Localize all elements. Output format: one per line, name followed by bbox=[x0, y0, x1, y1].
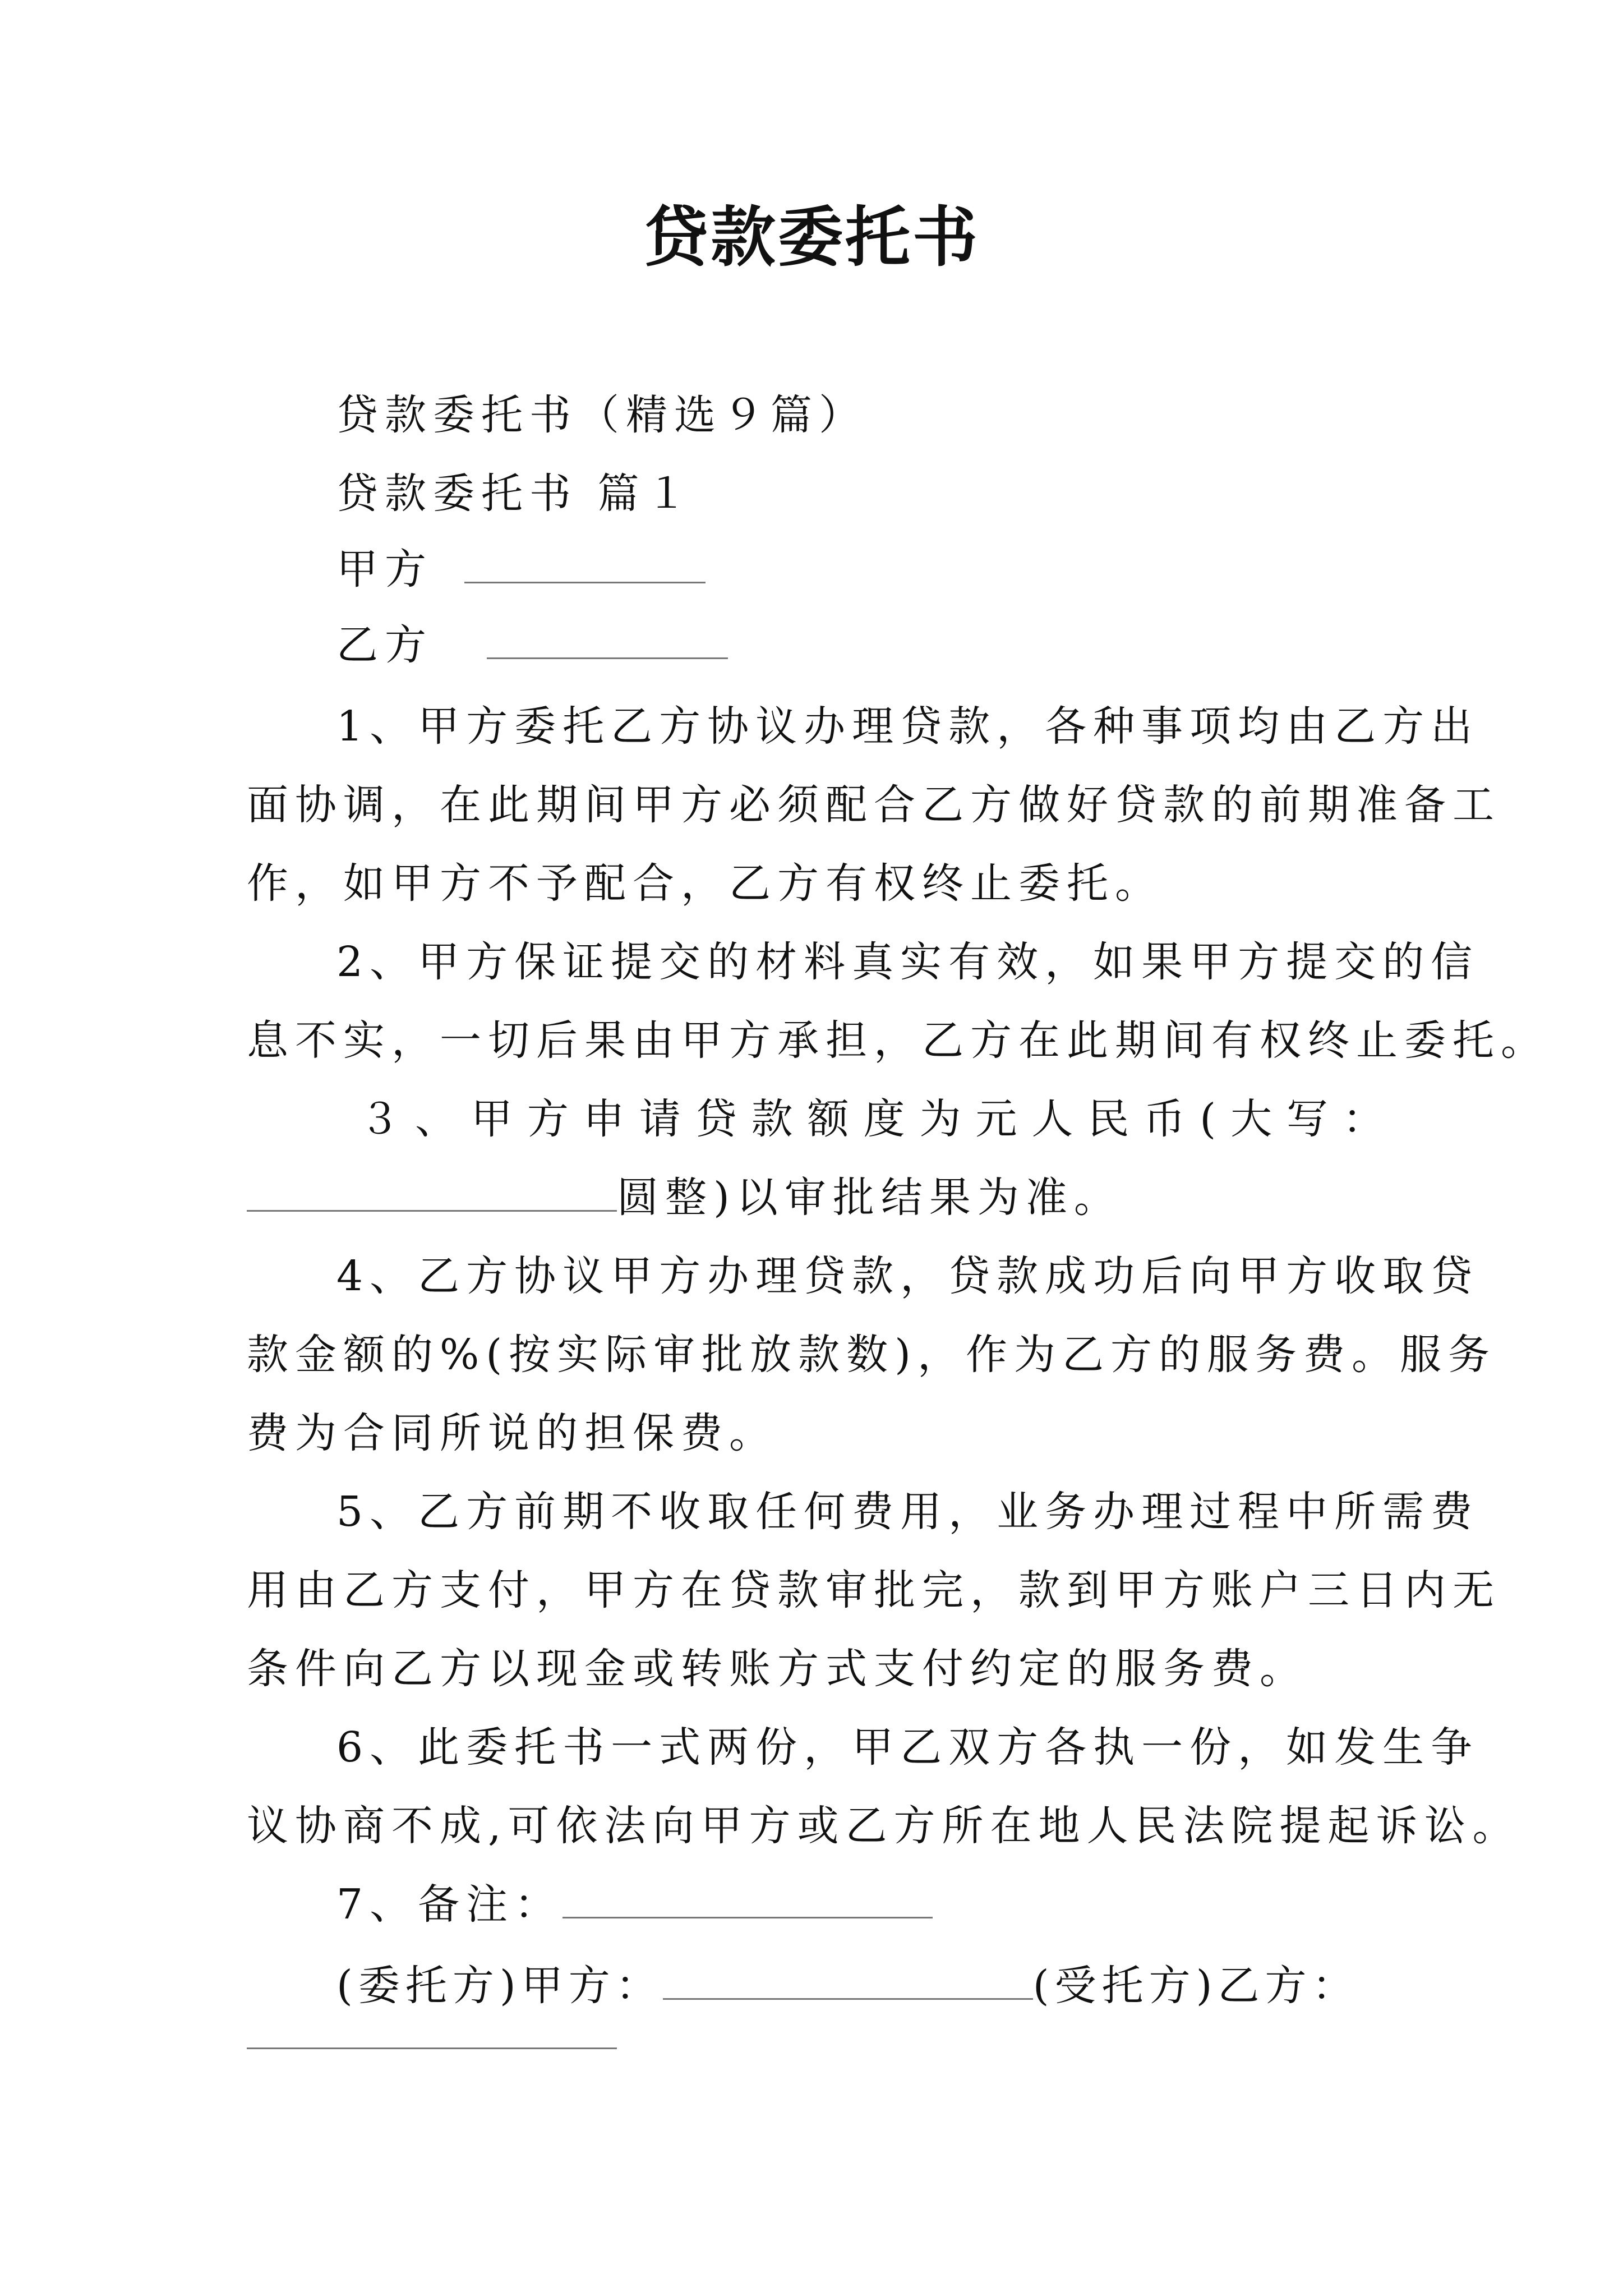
loan-amount-blank[interactable] bbox=[247, 1171, 617, 1212]
clause-5-line-1: 5、乙方前期不收取任何费用，业务办理过程中所需费 bbox=[336, 1488, 1479, 1536]
clause-4-line-1: 4、乙方协议甲方办理贷款，贷款成功后向甲方收取贷 bbox=[336, 1252, 1479, 1300]
document-title: 贷款委托书 bbox=[643, 199, 980, 275]
party-a-blank[interactable] bbox=[464, 542, 706, 583]
agent-label: (受托方)乙方： bbox=[1032, 1962, 1359, 2010]
clause-5-line-2: 用由乙方支付，甲方在贷款审批完，款到甲方账户三日内无 bbox=[247, 1566, 1501, 1614]
signature-row bbox=[336, 1952, 1391, 2019]
remarks-blank[interactable] bbox=[562, 1878, 933, 1918]
clause-7-row bbox=[336, 1871, 1391, 1938]
section-heading: 贷款委托书 篇１ bbox=[336, 470, 694, 518]
party-a-row bbox=[336, 536, 1391, 603]
party-b-blank[interactable] bbox=[487, 618, 728, 659]
clause-4-line-2: 款金额的%(按实际审批放款数)，作为乙方的服务费。服务 bbox=[247, 1331, 1497, 1379]
clause-6-line-2: 议协商不成,可依法向甲方或乙方所在地人民法院提起诉讼。 bbox=[247, 1802, 1521, 1850]
remarks-label: 7、备注： bbox=[336, 1880, 563, 1929]
clause-3-line-1: ３、甲方申请贷款额度为元人民币(大写： bbox=[359, 1095, 1391, 1143]
party-b-row bbox=[336, 611, 1391, 679]
clause-1-line-2: 面协调，在此期间甲方必须配合乙方做好贷款的前期准备工 bbox=[247, 781, 1501, 829]
clause-3-suffix: 圆整)以审批结果为准。 bbox=[617, 1174, 1122, 1222]
clause-5-line-3: 条件向乙方以现金或转账方式支付约定的服务费。 bbox=[247, 1645, 1308, 1693]
principal-label: (委托方)甲方： bbox=[336, 1962, 663, 2010]
party-b-label: 乙方 bbox=[336, 621, 433, 669]
principal-signature-blank[interactable] bbox=[663, 1959, 1033, 2000]
clause-4-line-3: 费为合同所说的担保费。 bbox=[247, 1409, 777, 1457]
party-a-label: 甲方 bbox=[336, 545, 433, 593]
subtitle: 贷款委托书（精选９篇） bbox=[336, 391, 867, 439]
agent-signature-blank[interactable] bbox=[247, 2047, 617, 2049]
clause-3-line-2 bbox=[247, 1164, 1391, 1231]
clause-2-line-1: 2、甲方保证提交的材料真实有效，如果甲方提交的信 bbox=[336, 938, 1479, 986]
clause-1-line-3: 作，如甲方不予配合，乙方有权终止委托。 bbox=[247, 859, 1163, 908]
clause-2-line-2: 息不实，一切后果由甲方承担，乙方在此期间有权终止委托。 bbox=[247, 1016, 1549, 1065]
clause-1-line-1: 1、甲方委托乙方协议办理贷款，各种事项均由乙方出 bbox=[336, 702, 1479, 751]
clause-6-line-1: 6、此委托书一式两份，甲乙双方各执一份，如发生争 bbox=[336, 1723, 1479, 1772]
